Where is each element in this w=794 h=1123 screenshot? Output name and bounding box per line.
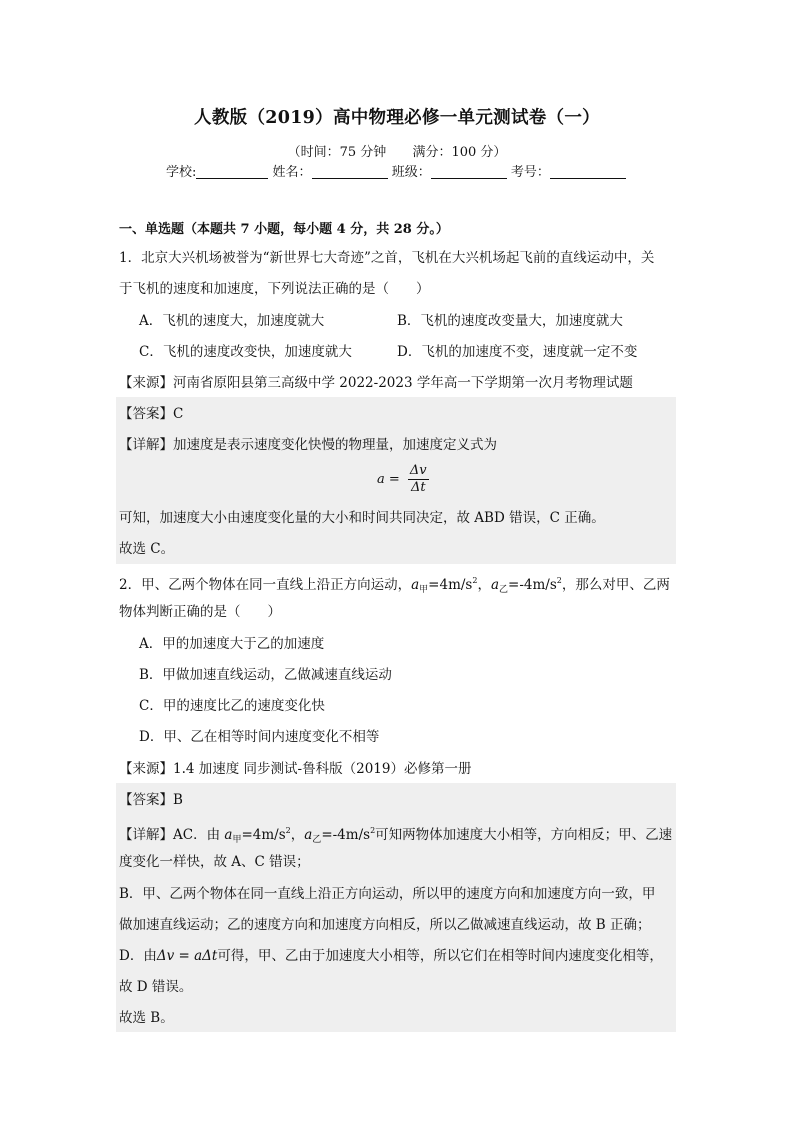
q1-option-a: A．飞机的速度大，加速度就大: [139, 313, 325, 329]
q1-answer: 【答案】C: [119, 406, 184, 422]
student-info: [166, 161, 626, 180]
q1-stem-line2: 于飞机的速度和加速度，下列说法正确的是（ ）: [119, 281, 430, 297]
q2-detail-val-2: =-4m/s: [321, 827, 371, 843]
formula-numerator: Δv: [409, 463, 427, 478]
q2-val-1: =4m/s: [428, 577, 473, 593]
exam-meta: [0, 141, 794, 160]
exam-no-blank[interactable]: [550, 164, 626, 179]
q2-detail-line5: [119, 946, 663, 966]
q2-option-b: B．甲做加速直线运动，乙做减速直线运动: [139, 667, 392, 683]
class-label: 班级：: [391, 165, 431, 180]
q2-detail-line6: 故 D 错误。: [119, 979, 193, 995]
q1-detail-line2: 可知，加速度大小由速度变化量的大小和时间共同决定，故 ABD 错误，C 正确。: [119, 510, 605, 526]
page-title: 人教版（2019）高中物理必修一单元测试卷（一）: [194, 108, 600, 128]
q2-detail-line7: 故选 B。: [119, 1010, 174, 1026]
q1-detail-line1: 【详解】加速度是表示速度变化快慢的物理量，加速度定义式为: [119, 437, 497, 453]
school-label: 学校:: [166, 165, 197, 180]
full-score: 满分：100 分）: [412, 145, 507, 160]
q2-detail-line2: 度变化一样快，故 A、C 错误；: [119, 854, 310, 870]
q2-detail-a-symbol-1: a: [224, 827, 233, 843]
q2-val-2: =-4m/s: [508, 577, 557, 593]
q1-stem-line1: 1．北京大兴机场被誉为“新世界七大奇迹”之首，飞机在大兴机场起飞前的直线运动中，关: [119, 250, 655, 266]
q2-detail1-text-b: 可知两物体加速度大小相等，方向相反；甲、乙速: [375, 827, 673, 843]
formula-denominator: Δt: [410, 480, 426, 495]
q2-sup-1: 2: [472, 576, 478, 585]
time-limit: （时间：75 分钟: [287, 145, 387, 160]
q2-detail-sub-yi: 乙: [312, 835, 322, 845]
q2-detail-line1: [119, 821, 672, 850]
q2-option-a: A．甲的加速度大于乙的加速度: [139, 636, 325, 652]
q2-sub-jia: 甲: [419, 585, 429, 595]
q2-a-symbol-2: a: [490, 577, 500, 593]
q2-stem-text-b: ，那么对甲、乙两: [561, 577, 670, 593]
q2-detail5-equation: Δv = aΔt: [156, 948, 218, 964]
q2-sup-2: 2: [556, 576, 562, 585]
section-heading: 一、单选题（本题共 7 小题，每小题 4 分，共 28 分。）: [119, 222, 449, 237]
q2-detail-sup-2: 2: [370, 826, 376, 835]
q2-stem-text-a: 2．甲、乙两个物体在同一直线上沿正方向运动，: [119, 577, 412, 593]
q2-detail-a-symbol-2: a: [304, 827, 313, 843]
q2-comma: ，: [477, 577, 491, 593]
exam-no-label: 考号：: [510, 165, 550, 180]
q1-option-c: C．飞机的速度改变快，加速度就大: [139, 344, 352, 360]
q2-stem-line1: [119, 571, 670, 600]
school-blank[interactable]: [196, 164, 268, 179]
formula-lhs: a =: [377, 472, 400, 487]
formula-fraction: [408, 463, 429, 496]
q2-detail-line4: 做加速直线运动；乙的速度方向和加速度方向相反，所以乙做减速直线运动，故 B 正确；: [119, 917, 651, 933]
q2-a-symbol-1: a: [411, 577, 420, 593]
q2-detail-val-1: =4m/s: [241, 827, 286, 843]
q1-option-d: D．飞机的加速度不变，速度就一定不变: [397, 344, 638, 360]
q2-detail-comma: ，: [290, 827, 305, 843]
q1-source: 【来源】河南省原阳县第三高级中学 2022-2023 学年高一下学期第一次月考物理试题: [119, 375, 633, 391]
q2-stem-line2: 物体判断正确的是（ ）: [119, 604, 281, 620]
q2-answer: 【答案】B: [119, 792, 183, 808]
q2-sub-yi: 乙: [499, 585, 509, 595]
q2-source: 【来源】1.4 加速度 同步测试-鲁科版（2019）必修第一册: [119, 761, 472, 777]
q2-option-d: D．甲、乙在相等时间内速度变化不相等: [139, 729, 380, 745]
q2-detail5-text-a: D．由: [119, 948, 157, 964]
name-blank[interactable]: [312, 164, 388, 179]
acceleration-formula: [377, 463, 429, 496]
q2-option-c: C．甲的速度比乙的速度变化快: [139, 698, 325, 714]
q2-detail-line3: B．甲、乙两个物体在同一直线上沿正方向运动，所以甲的速度方向和加速度方向一致，甲: [119, 886, 656, 902]
q1-option-b: B．飞机的速度改变量大，加速度就大: [397, 313, 623, 329]
name-label: 姓名：: [272, 165, 312, 180]
q2-detail5-text-b: 可得，甲、乙由于加速度大小相等，所以它们在相等时间内速度变化相等，: [217, 948, 663, 964]
class-blank[interactable]: [431, 164, 507, 179]
q2-detail-sub-jia: 甲: [232, 835, 242, 845]
q1-detail-line3: 故选 C。: [119, 541, 175, 557]
q2-detail1-text-a: 【详解】AC．由: [119, 827, 225, 843]
q2-detail-sup-1: 2: [285, 826, 291, 835]
